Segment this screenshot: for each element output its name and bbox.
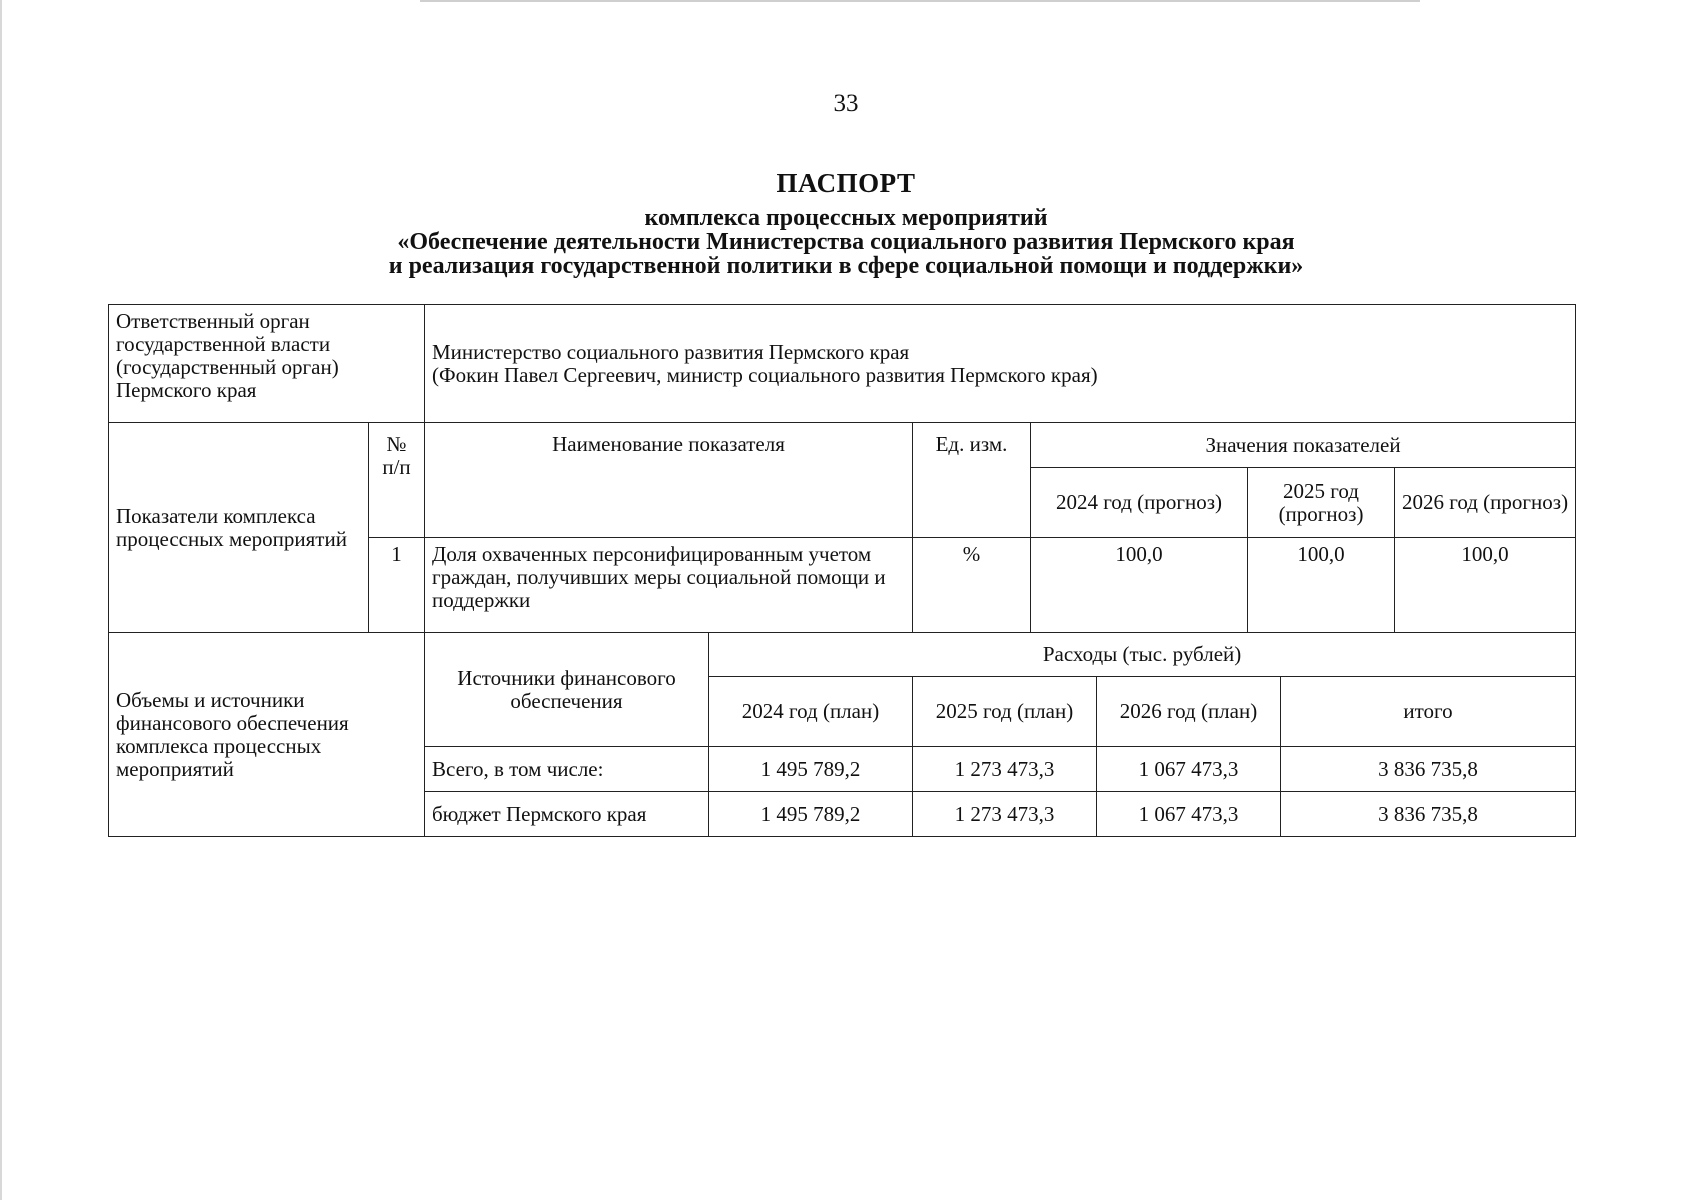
indicator-value-2025: 100,0	[1248, 538, 1395, 633]
indicator-year-2024: 2024 год (прогноз)	[1031, 468, 1248, 538]
indicators-col-name: Наименование показателя	[425, 423, 913, 538]
document-subtitle	[0, 206, 1692, 278]
indicator-unit: %	[913, 538, 1031, 633]
finance-value-total: 3 836 735,8	[1281, 747, 1576, 792]
indicators-col-num: № п/п	[369, 423, 425, 538]
subtitle-line: и реализация государственной политики в сфере социальной помощи и поддержки»	[388, 253, 1304, 279]
finance-value-2025: 1 273 473,3	[913, 747, 1097, 792]
finance-label: Объемы и источники финансового обеспечения комплекса процессных мероприятий	[109, 633, 425, 837]
responsible-value	[425, 305, 1576, 423]
finance-source: Всего, в том числе:	[425, 747, 709, 792]
indicator-num: 1	[369, 538, 425, 633]
finance-header-row	[109, 633, 1576, 677]
finance-value-2026: 1 067 473,3	[1097, 792, 1281, 837]
scan-edge-top	[420, 0, 1420, 2]
responsible-ministry: Министерство социального развития Пермского края	[432, 339, 910, 364]
responsible-row	[109, 305, 1576, 423]
passport-table	[108, 304, 1576, 837]
responsible-label: Ответственный орган государственной власти (государственный орган) Пермского края	[109, 305, 425, 423]
finance-total-header: итого	[1281, 677, 1576, 747]
document-title: ПАСПОРТ	[776, 168, 916, 198]
finance-year-2026: 2026 год (план)	[1097, 677, 1281, 747]
finance-value-total: 3 836 735,8	[1281, 792, 1576, 837]
subtitle-line: «Обеспечение деятельности Министерства социального развития Пермского края	[397, 229, 1295, 255]
finance-source: бюджет Пермского края	[425, 792, 709, 837]
indicator-name: Доля охваченных персонифицированным учетом граждан, получивших меры социальной помощи и поддержки	[425, 538, 913, 633]
indicator-year-2025: 2025 год (прогноз)	[1248, 468, 1395, 538]
indicator-value-2024: 100,0	[1031, 538, 1248, 633]
finance-col-source: Источники финансового обеспечения	[425, 633, 709, 747]
subtitle-line: комплекса процессных мероприятий	[644, 205, 1048, 231]
indicators-header-row	[109, 423, 1576, 468]
finance-expenses-header: Расходы (тыс. рублей)	[709, 633, 1576, 677]
page-number: 33	[833, 90, 859, 117]
indicators-values-header: Значения показателей	[1031, 423, 1576, 468]
indicator-year-2026: 2026 год (прогноз)	[1395, 468, 1576, 538]
finance-value-2024: 1 495 789,2	[709, 747, 913, 792]
finance-year-2025: 2025 год (план)	[913, 677, 1097, 747]
finance-value-2024: 1 495 789,2	[709, 792, 913, 837]
indicator-value-2026: 100,0	[1395, 538, 1576, 633]
finance-year-2024: 2024 год (план)	[709, 677, 913, 747]
responsible-person: (Фокин Павел Сергеевич, министр социального развития Пермского края)	[432, 362, 1098, 387]
indicators-label: Показатели комплекса процессных мероприятий	[109, 423, 369, 633]
indicators-col-unit: Ед. изм.	[913, 423, 1031, 538]
finance-value-2026: 1 067 473,3	[1097, 747, 1281, 792]
finance-value-2025: 1 273 473,3	[913, 792, 1097, 837]
